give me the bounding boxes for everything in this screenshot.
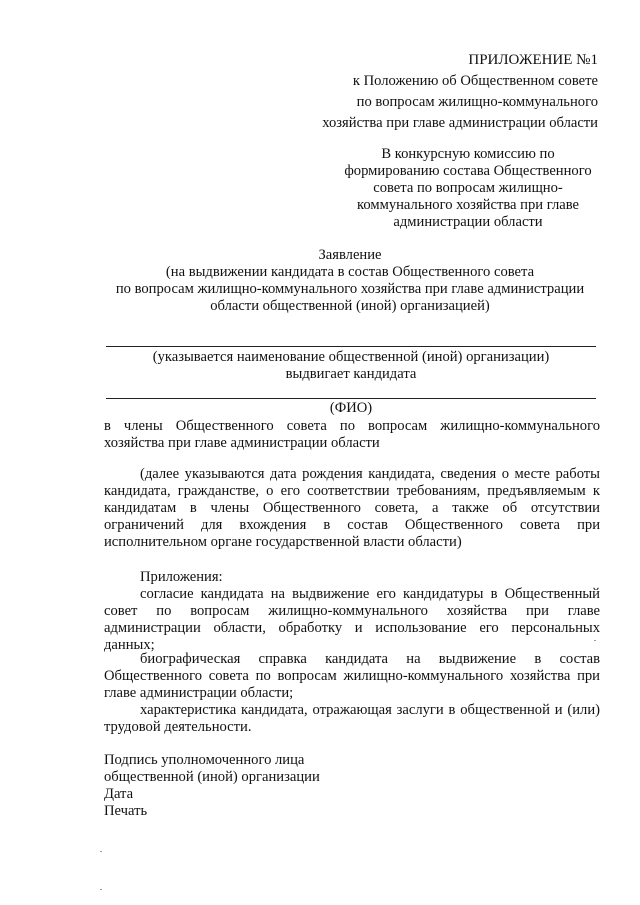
statement-subtitle-line: (на выдвижении кандидата в состав Общественного совета — [165, 264, 535, 280]
signature-line: Печать — [104, 803, 148, 819]
addressee-line: коммунального хозяйства при главе — [356, 197, 580, 213]
attachment-item: биографическая справка кандидата на выдвижение в состав Общественного совета по вопросам жилищно-коммунального хозяйства при главе администрации области; — [104, 651, 600, 701]
signature-block — [104, 752, 404, 820]
signature-line: Подпись уполномоченного лица — [104, 752, 305, 768]
fio-hint: (ФИО) — [329, 400, 373, 416]
membership-paragraph: в члены Общественного совета по вопросам жилищно-коммунального хозяйства при главе администрации области — [104, 418, 600, 451]
statement-subtitle-line: области общественной (иной) организацией) — [210, 298, 490, 314]
scan-speck — [100, 851, 102, 852]
appendix-title: ПРИЛОЖЕНИЕ №1 — [468, 52, 598, 68]
addressee-line: администрации области — [393, 214, 543, 230]
signature-line: общественной (иной) организации — [104, 769, 320, 785]
details-paragraph: (далее указываются дата рождения кандидата, сведения о месте работы кандидата, гражданстве, о его соответствии требованиям, предъявляемым к кандидатам в члены Общественного совета, а также об отсутствии ограничений для вхождения в состав Общественного совета при исполнительном органе государственной власти области) — [104, 466, 600, 550]
attachments-heading: Приложения: — [140, 569, 223, 585]
signature-line: Дата — [104, 786, 134, 802]
nominates-text: выдвигает кандидата — [285, 366, 417, 382]
fio-blank — [106, 398, 596, 399]
addressee-line: совета по вопросам жилищно- — [373, 180, 563, 196]
org-name-blank — [106, 346, 596, 347]
attachment-item: согласие кандидата на выдвижение его кандидатуры в Общественный совет по вопросам жилищно-коммунального хозяйства при главе администрации области, обработку и использование его персональных данных; — [104, 586, 600, 653]
addressee-block — [318, 146, 618, 231]
statement-block — [40, 247, 640, 315]
statement-title: Заявление — [318, 247, 382, 263]
org-name-hint: (указывается наименование общественной (иной) организации) — [152, 349, 550, 365]
scan-speck — [100, 889, 102, 890]
addressee-line: В конкурсную комиссию по — [381, 146, 555, 162]
appendix-line: хозяйства при главе администрации области — [322, 115, 598, 131]
attachment-item: характеристика кандидата, отражающая заслуги в общественной и (или) трудовой деятельности. — [104, 702, 600, 735]
appendix-line: по вопросам жилищно-коммунального — [356, 94, 598, 110]
appendix-header — [258, 50, 598, 134]
statement-subtitle-line: по вопросам жилищно-коммунального хозяйства при главе администрации — [115, 281, 585, 297]
addressee-line: формированию состава Общественного — [344, 163, 592, 179]
appendix-line: к Положению об Общественном совете — [352, 73, 598, 89]
scan-speck — [594, 640, 596, 641]
